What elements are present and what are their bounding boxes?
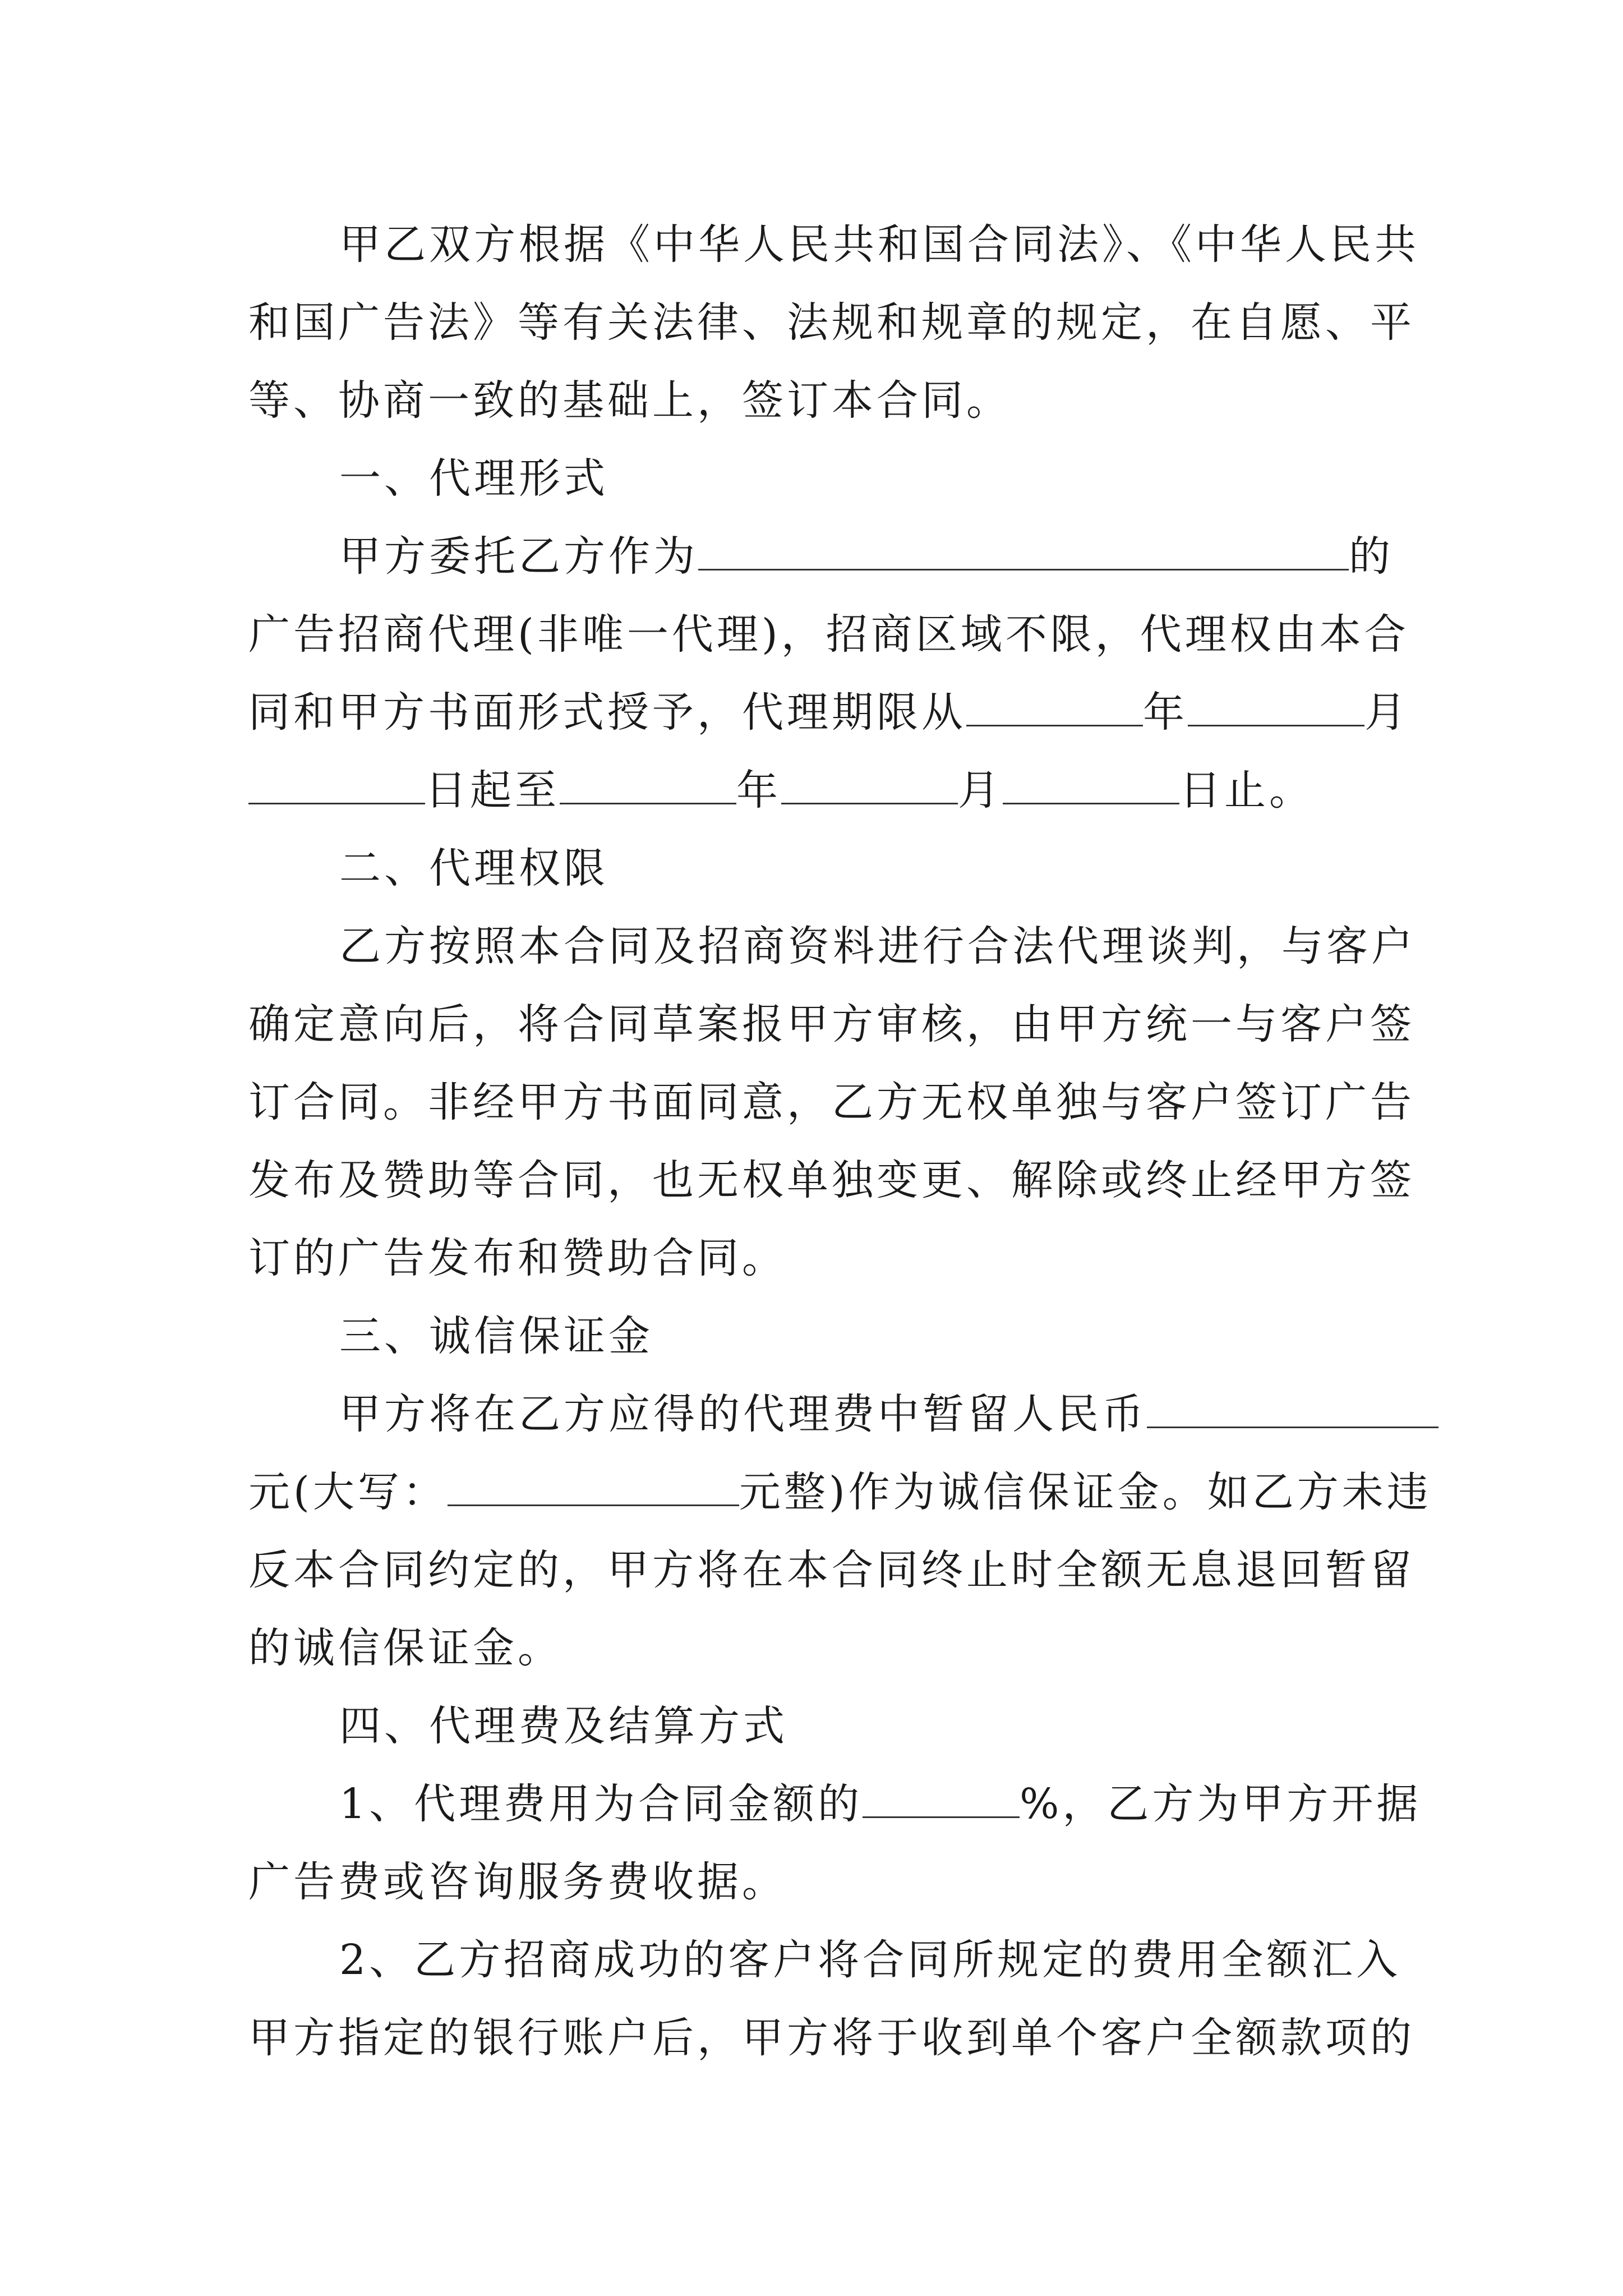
section-3-line-2-tail: 元整)作为诚信保证金。如乙方未违 [739,1468,1432,1516]
end-year-blank [560,770,736,804]
section-3-title: 三、诚信保证金 [339,1312,653,1360]
section-1-line-1 [339,517,1394,596]
section-1-title: 一、代理形式 [339,454,608,503]
commission-rate-blank [863,1784,1020,1818]
end-day-blank [1003,770,1179,804]
section-1-line-3-text: 同和甲方书面形式授予，代理期限从 [248,688,966,737]
start-year-blank [966,692,1143,726]
section-3-line-3: 反本合同约定的，甲方将在本合同终止时全额无息退回暂留 [248,1546,1415,1594]
day-from-label: 日起至 [425,766,560,815]
section-2-line-5: 订的广告发布和赞助合同。 [248,1234,787,1282]
section-4-item-2-line-2: 甲方指定的银行账户后，甲方将于收到单个客户全额款项的 [248,2014,1415,2062]
section-4-item-2-line-1: 2、乙方招商成功的客户将合同所规定的费用全额汇入 [339,1936,1401,1984]
deposit-amount-blank [1147,1394,1438,1428]
section-3-line-2 [248,1453,1432,1531]
deposit-amount-words-blank [448,1472,739,1506]
preamble-line-3: 等、协商一致的基础上，签订本合同。 [248,376,1011,425]
section-1-line-2: 广告招商代理(非唯一代理)，招商区域不限，代理权由本合 [248,610,1409,659]
section-2-title: 二、代理权限 [339,844,608,892]
agency-subject-blank [698,536,1349,570]
section-2-line-3: 订合同。非经甲方书面同意，乙方无权单独与客户签订广告 [248,1078,1415,1126]
end-month-label: 月 [958,766,1003,815]
section-2-line-2: 确定意向后，将合同草案报甲方审核，由甲方统一与客户签 [248,1000,1415,1048]
section-1-line-1-tail: 的 [1349,532,1394,581]
section-1-line-1-text: 甲方委托乙方作为 [339,532,698,581]
day-end-label: 日止。 [1179,766,1314,815]
start-day-blank [248,770,425,804]
section-1-line-3 [248,673,1409,752]
section-3-line-4: 的诚信保证金。 [248,1624,562,1672]
section-3-line-1-text: 甲方将在乙方应得的代理费中暂留人民币 [339,1390,1147,1438]
section-3-line-2-text: 元(大写： [248,1468,448,1516]
year-label: 年 [1143,688,1188,737]
end-year-label: 年 [736,766,781,815]
preamble-line-1: 甲乙双方根据《中华人民共和国合同法》、《中华人民共 [339,220,1419,269]
start-month-blank [1188,692,1364,726]
section-2-line-1: 乙方按照本合同及招商资料进行合法代理谈判，与客户 [339,922,1416,970]
end-month-blank [781,770,958,804]
section-4-item-1-line-1 [339,1765,1422,1843]
section-4-item-1-line-2: 广告费或咨询服务费收据。 [248,1858,787,1906]
section-1-line-4 [248,751,1387,830]
section-4-title: 四、代理费及结算方式 [339,1702,788,1750]
preamble-line-2: 和国广告法》等有关法律、法规和规章的规定，在自愿、平 [248,298,1415,347]
month-label: 月 [1364,688,1409,737]
section-2-line-4: 发布及赞助等合同，也无权单独变更、解除或终止经甲方签 [248,1156,1415,1204]
section-4-item-1-tail: %，乙方为甲方开据 [1020,1780,1422,1828]
section-4-item-1-text: 1、代理费用为合同金额的 [339,1780,863,1828]
section-3-line-1 [339,1375,1387,1453]
